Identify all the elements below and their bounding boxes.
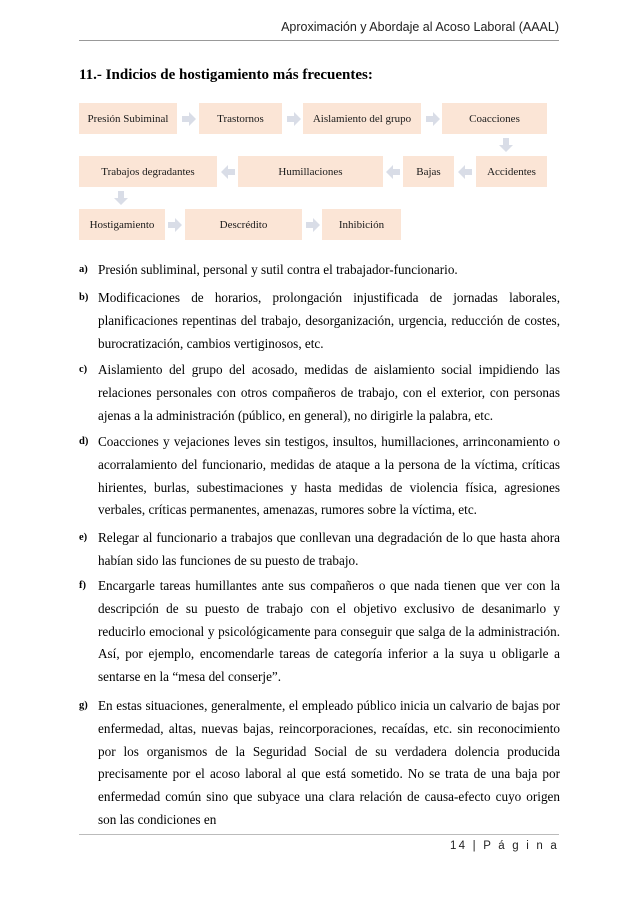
node-presion-subiminal: Presión Subiminal xyxy=(79,103,177,134)
list-item xyxy=(79,287,560,355)
list-item xyxy=(79,695,560,832)
list-item xyxy=(79,527,560,573)
footer-divider xyxy=(79,834,559,835)
node-hostigamiento: Hostigamiento xyxy=(79,209,165,240)
list-item-letter: a) xyxy=(79,264,88,275)
node-humillaciones: Humillaciones xyxy=(238,156,383,187)
list-item xyxy=(79,575,560,689)
header-title: Aproximación y Abordaje al Acoso Laboral (AAAL) xyxy=(281,20,559,34)
list-item-text: En estas situaciones, generalmente, el empleado público inicia un calvario de bajas por enfermedad, altas, nuevas bajas, reincorporaciones, recaídas, etc. sin reconocimiento por los organismos de la Seguridad Social de su verdadera dolencia producida precisamente por el acoso laboral al que está sometido. No se trata de una baja por enfermedad común sino que subyace una clara relación de causa-efecto cuyo origen son las condiciones en xyxy=(98,698,560,827)
list-item-letter: c) xyxy=(79,364,88,375)
node-inhibicion: Inhibición xyxy=(322,209,401,240)
list-item-text: Relegar al funcionario a trabajos que conllevan una degradación de lo que hasta ahora habían sido las funciones de su puesto de trabajo. xyxy=(98,530,560,568)
node-coacciones: Coacciones xyxy=(442,103,547,134)
list-item xyxy=(79,431,560,522)
list-item xyxy=(79,359,560,427)
arrow-down-icon xyxy=(499,138,513,152)
arrow-right-icon xyxy=(287,112,301,126)
list-item-text: Presión subliminal, personal y sutil contra el trabajador-funcionario. xyxy=(98,262,458,277)
list-item-text: Coacciones y vejaciones leves sin testigos, insultos, humillaciones, arrinconamiento o acorralamiento del funcionario, medidas de ataque a la persona de la víctima, críticas hirientes, burlas, subestimaciones y hasta medidas de violencia física, agresiones verbales, críticas permanentes, amenazas, rumores sobre la víctima, etc. xyxy=(98,434,560,518)
list-item-letter: f) xyxy=(79,580,86,591)
list-item-text: Aislamiento del grupo del acosado, medidas de aislamiento social impidiendo las relaciones personales con otros compañeros de trabajo, con el exterior, con personas ajenas a la administración (público, en general), no dirigirle la palabra, etc. xyxy=(98,362,560,423)
list-item xyxy=(79,259,560,282)
list-item-letter: b) xyxy=(79,292,89,303)
node-trabajos-degradantes: Trabajos degradantes xyxy=(79,156,217,187)
node-bajas: Bajas xyxy=(403,156,454,187)
list-item-letter: d) xyxy=(79,436,89,447)
arrow-right-icon xyxy=(168,218,182,232)
list-item-letter: g) xyxy=(79,700,88,711)
arrow-left-icon xyxy=(386,165,400,179)
node-aislamiento-del-grupo: Aislamiento del grupo xyxy=(303,103,421,134)
arrow-left-icon xyxy=(221,165,235,179)
node-trastornos: Trastornos xyxy=(199,103,282,134)
arrow-down-icon xyxy=(114,191,128,205)
arrow-left-icon xyxy=(458,165,472,179)
arrow-right-icon xyxy=(182,112,196,126)
node-descredito: Descrédito xyxy=(185,209,302,240)
node-accidentes: Accidentes xyxy=(476,156,547,187)
list-item-text: Encargarle tareas humillantes ante sus compañeros o que nada tienen que ver con la descripción de su puesto de trabajo con el objetivo exclusivo de desanimarlo y reducirlo emocional y psicológicamente para conseguir que salga de la administración. Así, por ejemplo, encomendarle tareas de categoría inferior a la suya u obligarle a sentarse en la “mesa del conserje”. xyxy=(98,578,560,685)
list-item-text: Modificaciones de horarios, prolongación injustificada de jornadas laborales, planificaciones repentinas del trabajo, desorganización, urgencia, reducción de costes, burocratización, cambios vertiginosos, etc. xyxy=(98,290,560,351)
arrow-right-icon xyxy=(306,218,320,232)
arrow-right-icon xyxy=(426,112,440,126)
header-divider xyxy=(79,40,559,41)
list-item-letter: e) xyxy=(79,532,88,543)
section-title: 11.- Indicios de hostigamiento más frecuentes: xyxy=(79,67,373,83)
page-number: 14 | P á g i n a xyxy=(450,840,559,852)
